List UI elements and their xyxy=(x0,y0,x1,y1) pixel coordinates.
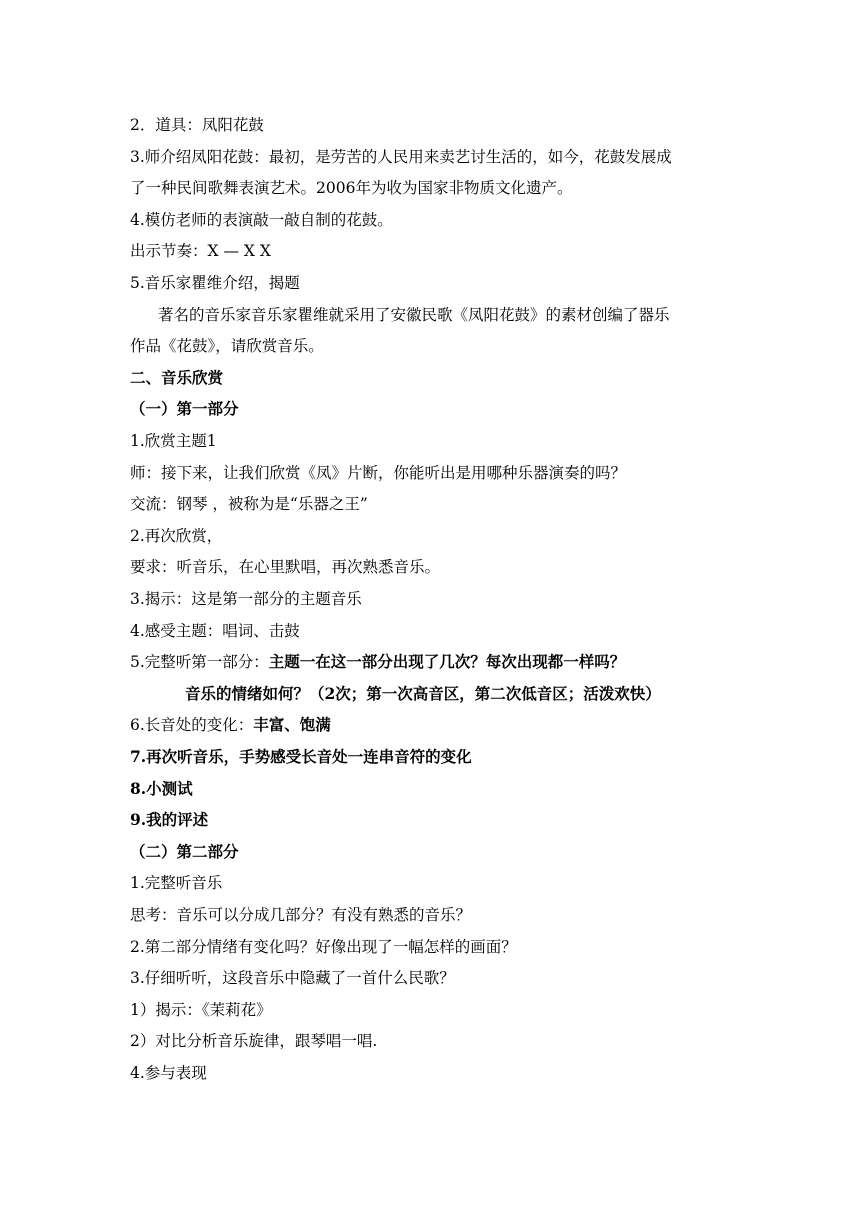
text-line: 2）对比分析音乐旋律，跟琴唱一唱. xyxy=(130,1032,378,1050)
text-line: 交流：钢琴 ，被称为是“乐器之王” xyxy=(130,495,368,513)
text-line: 1.完整听音乐 xyxy=(130,874,223,892)
section-heading: 二、音乐欣赏 xyxy=(130,368,224,387)
text-line: 2．道具：凤阳花鼓 xyxy=(130,116,264,134)
text-line: 师：接下来，让我们欣赏《凤》片断，你能听出是用哪种乐器演奏的吗？ xyxy=(130,464,627,482)
text-line: 了一种民间歌舞表演艺术。2006年为收为国家非物质文化遗产。 xyxy=(130,179,573,197)
text-segment: 5.完整听第一部分： xyxy=(130,653,269,671)
text-line: 要求：听音乐，在心里默唱，再次熟悉音乐。 xyxy=(130,558,441,576)
subsection-heading: （二）第二部分 xyxy=(130,842,239,861)
text-line: 音乐的情绪如何？（2次；第一次高音区，第二次低音区；活泼欢快） xyxy=(185,684,661,703)
text-line: 思考：音乐可以分成几部分？有没有熟悉的音乐？ xyxy=(130,906,472,924)
text-line: 作品《花鼓》，请欣赏音乐。 xyxy=(130,337,324,355)
text-line: 3.揭示：这是第一部分的主题音乐 xyxy=(130,590,362,608)
text-line: 4.参与表现 xyxy=(130,1064,207,1082)
text-line xyxy=(130,713,730,737)
text-line: 8.小测试 xyxy=(130,779,193,798)
text-line: 7.再次听音乐，手势感受长音处一连串音符的变化 xyxy=(130,747,472,766)
text-segment: 6.长音处的变化： xyxy=(130,716,254,734)
text-line: 3.师介绍凤阳花鼓：最初，是劳苦的人民用来卖艺讨生活的，如今，花鼓发展成 xyxy=(130,148,672,166)
bold-text-segment: 丰富、饱满 xyxy=(253,715,331,734)
text-line: 著名的音乐家音乐家瞿维就采用了安徽民歌《凤阳花鼓》的素材创编了器乐 xyxy=(158,306,670,324)
text-line: 2.第二部分情绪有变化吗？好像出现了一幅怎样的画面？ xyxy=(130,938,517,956)
subsection-heading: （一）第一部分 xyxy=(130,399,239,418)
text-line: 9.我的评述 xyxy=(130,810,209,829)
text-line: 1.欣赏主题1 xyxy=(130,432,217,450)
bold-text-segment: 主题一在这一部分出现了几次？每次出现都一样吗？ xyxy=(268,652,626,671)
text-line: 4.感受主题：唱词、击鼓 xyxy=(130,622,300,640)
text-line: 3.仔细听听，这段音乐中隐藏了一首什么民歌？ xyxy=(130,969,455,987)
text-line: 出示节奏：X — X X xyxy=(130,242,271,260)
text-line: 1）揭示：《茉莉花》 xyxy=(130,1001,272,1019)
text-line xyxy=(130,650,730,674)
text-line: 4.模仿老师的表演敲一敲自制的花鼓。 xyxy=(130,211,393,229)
text-line: 5.音乐家瞿维介绍，揭题 xyxy=(130,274,300,292)
text-line: 2.再次欣赏， xyxy=(130,527,223,545)
